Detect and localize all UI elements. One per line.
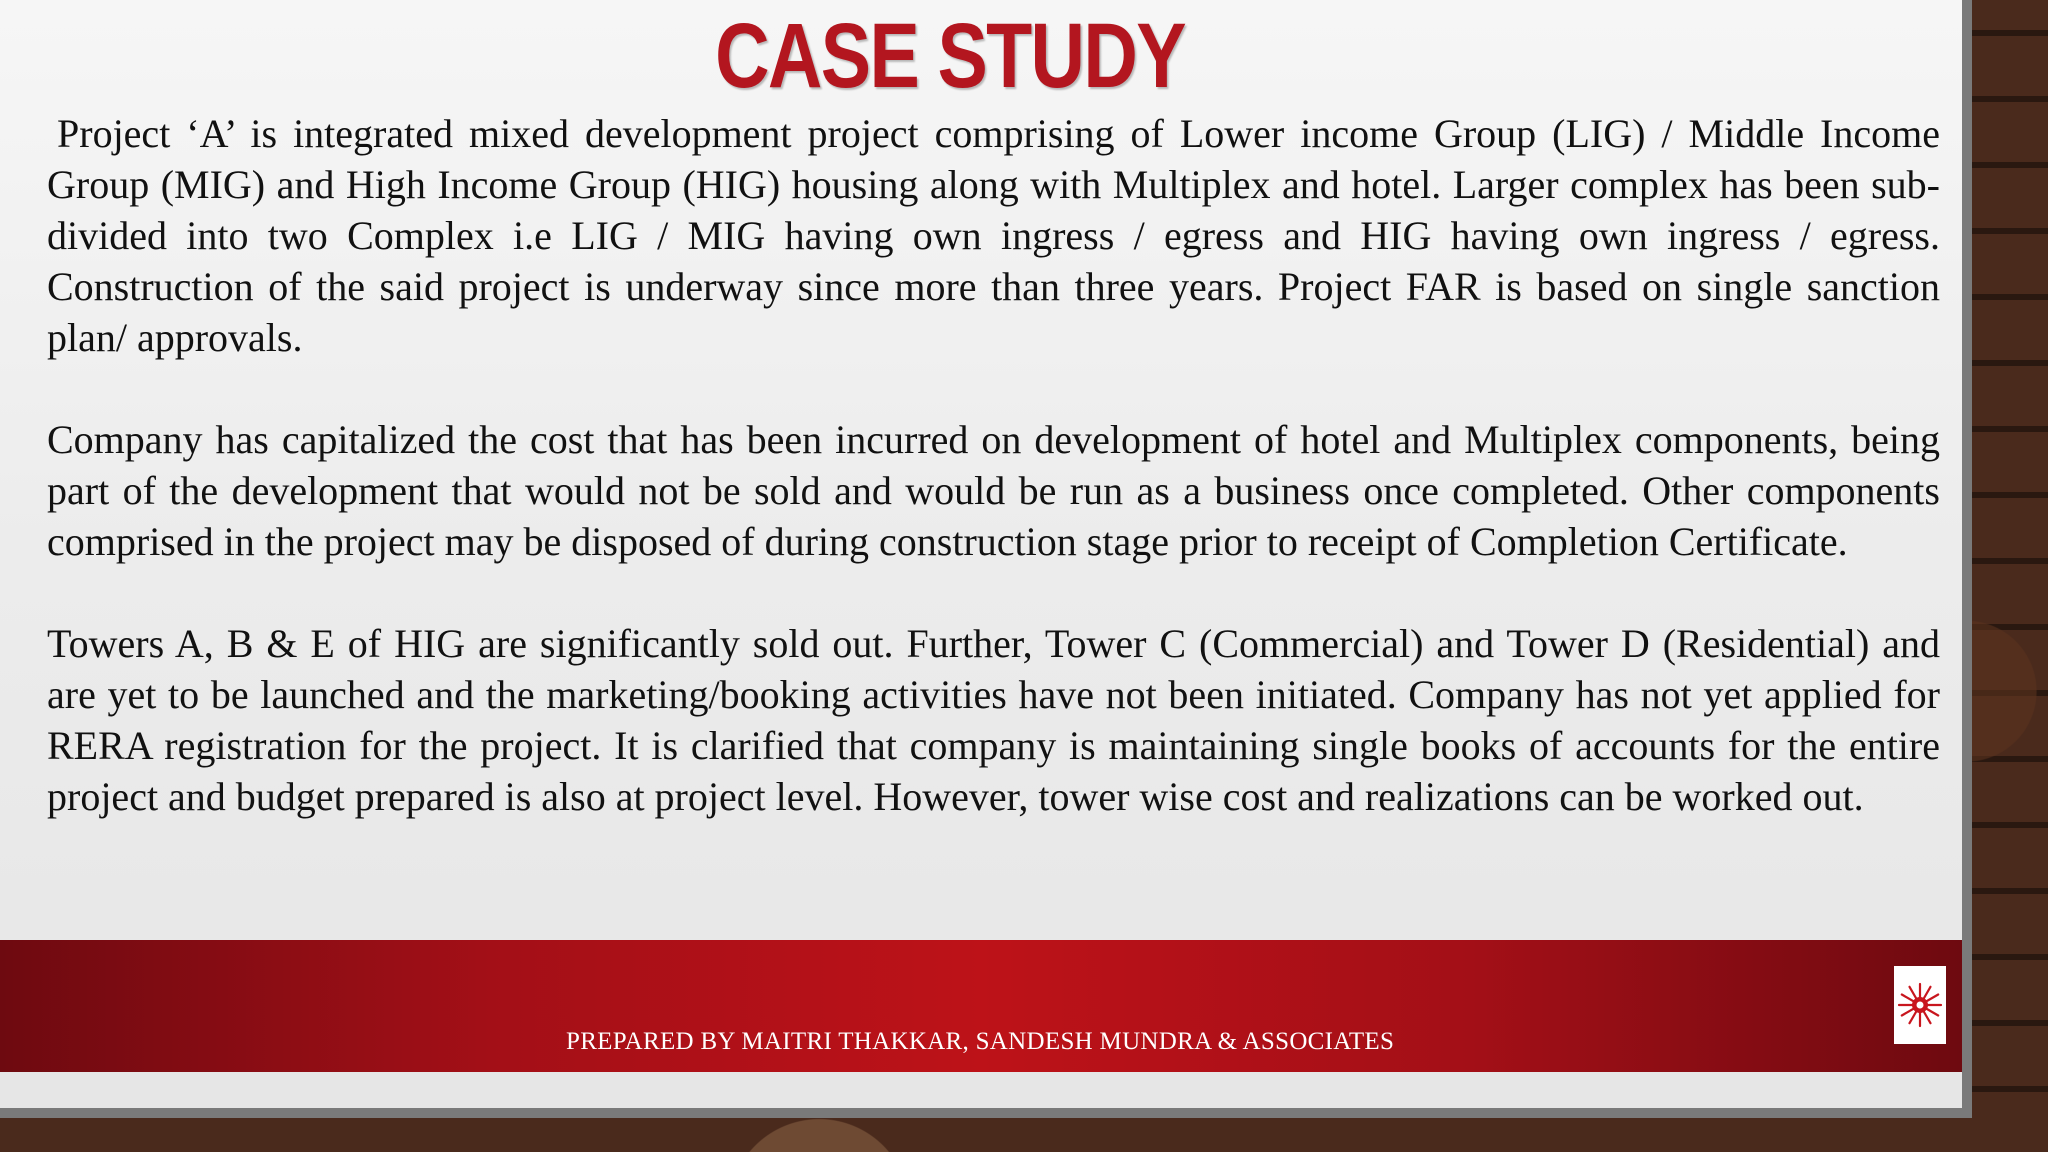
slide-body (47, 108, 1940, 873)
slide-title: CASE STUDY (715, 5, 1185, 107)
footer-credit: PREPARED BY MAITRI THAKKAR, SANDESH MUNDRA & ASSOCIATES (566, 1028, 1395, 1055)
paragraph-project-overview: Project ‘A’ is integrated mixed development project comprising of Lower income Group (LIG) / Middle Income Group (MIG) and High Income Group (HIG) housing along with Multiplex and hotel. Larger complex has been sub-divided into two Complex i.e LIG / MIG having own ingress / egress and HIG having own ingress / egress. Construction of the said project is underway since more than three years. Project FAR is based on single sanction plan/ approvals. (47, 111, 1940, 360)
sunburst-logo-icon (1894, 966, 1946, 1044)
paragraph-capitalized-cost: Company has capitalized the cost that has been incurred on development of hotel and Multiplex components, being part of the development that would not be sold and would be run as a business once completed. Other components comprised in the project may be disposed of during construction stage prior to receipt of Completion Certificate. (47, 417, 1940, 564)
paragraph-towers-status: Towers A, B & E of HIG are significantly sold out. Further, Tower C (Commercial) and Tower D (Residential) and are yet to be launched and the marketing/booking activities have not been initiated. Company has not yet applied for RERA registration for the project. It is clarified that company is maintaining single books of accounts for the entire project and budget prepared is also at project level. However, tower wise cost and realizations can be worked out. (47, 621, 1940, 819)
